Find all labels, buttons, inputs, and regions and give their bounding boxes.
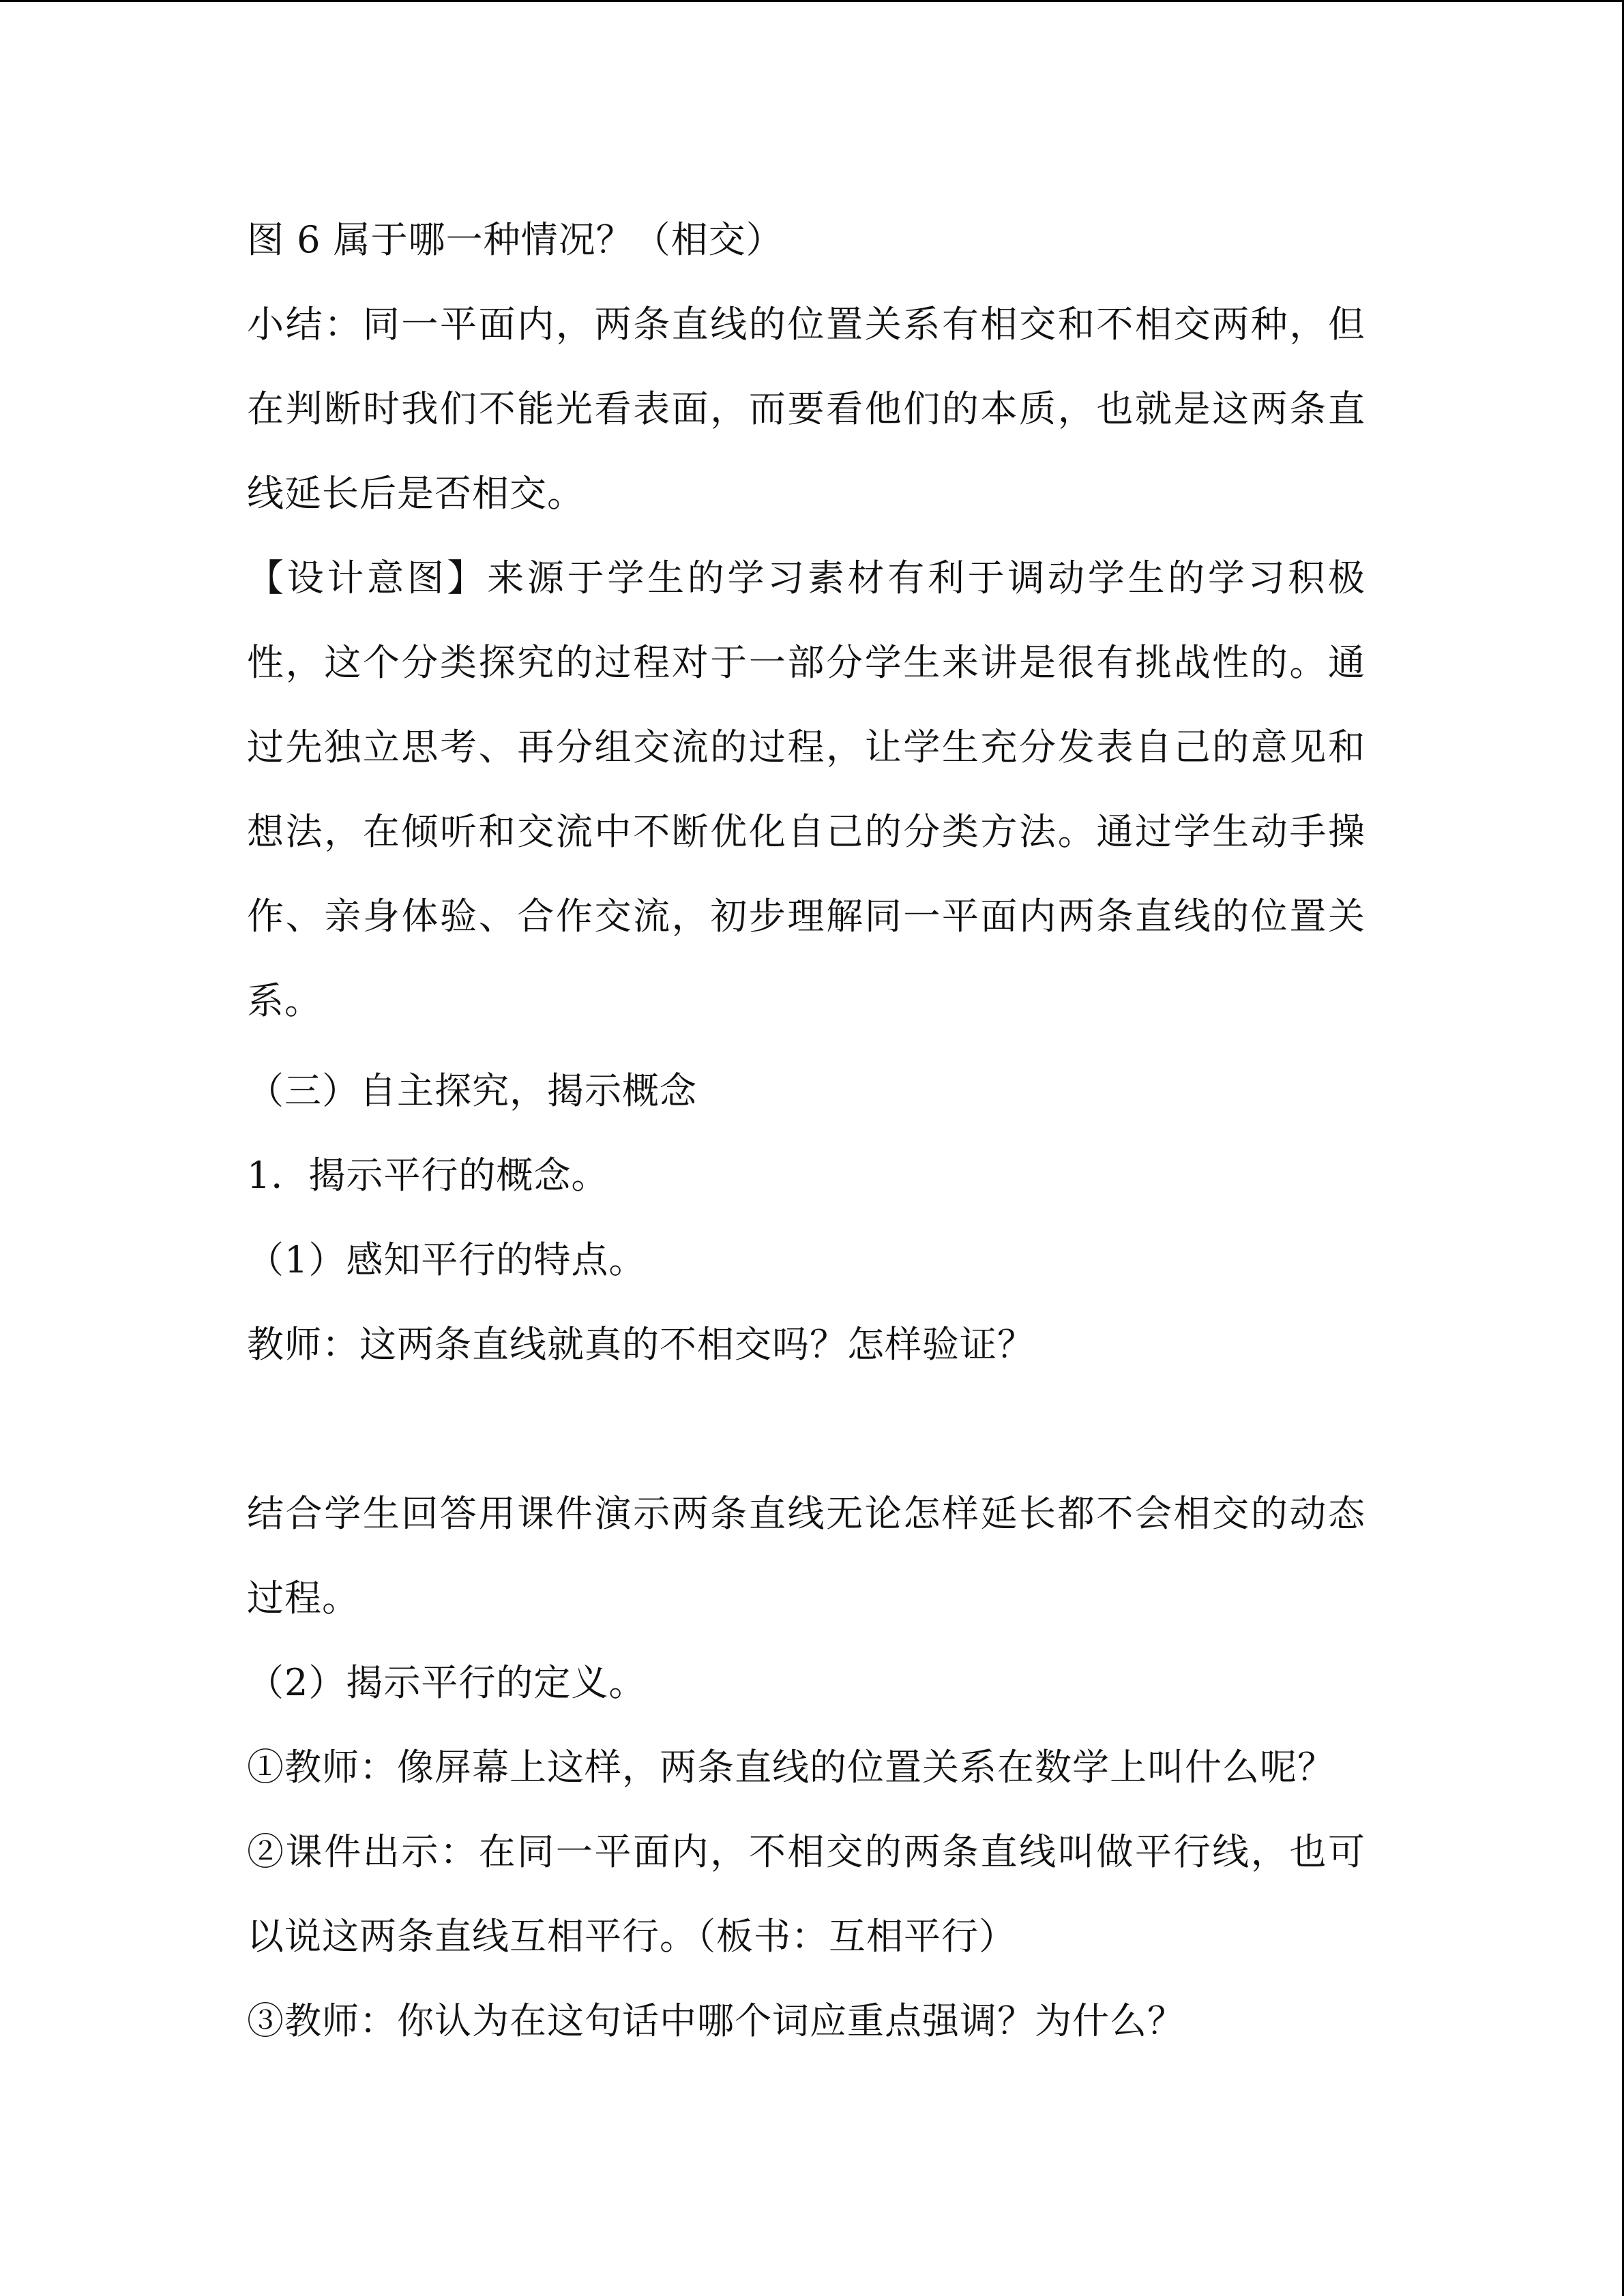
paragraph-figure-question: 图 6 属于哪一种情况？（相交） xyxy=(247,218,784,261)
paragraph-step-3: ③教师：你认为在这句话中哪个词应重点强调？为什么？ xyxy=(247,1999,1185,2042)
subheading-parallel-definition: （2）揭示平行的定义。 xyxy=(247,1661,647,1704)
paragraph-design-intent: 【设计意图】来源于学生的学习素材有利于调动学生的学习积极性，这个分类探究的过程对于一部分学生来讲是很有挑战性的。通过先独立思考、再分组交流的过程，让学生充分发表自己的意见和想法，在倾听和交流中不断优化自己的分类方法。通过学生动手操作、亲身体验、合作交流，初步理解同一平面内两条直线的位置关系。 xyxy=(247,556,1365,1022)
subheading-perceive-parallel: （1）感知平行的特点。 xyxy=(247,1238,647,1281)
section-heading-3: （三）自主探究，揭示概念 xyxy=(247,1069,697,1112)
paragraph-teacher-question: 教师：这两条直线就真的不相交吗？怎样验证？ xyxy=(247,1323,1035,1366)
paragraph-courseware-demo: 结合学生回答用课件演示两条直线无论怎样延长都不会相交的动态过程。 xyxy=(247,1492,1365,1620)
paragraph-step-2: ②课件出示：在同一平面内，不相交的两条直线叫做平行线，也可以说这两条直线互相平行。（板书：互相平行） xyxy=(247,1830,1365,1958)
page-top-border xyxy=(0,0,1624,2)
paragraph-summary: 小结：同一平面内，两条直线的位置关系有相交和不相交两种，但在判断时我们不能光看表面，而要看他们的本质，也就是这两条直线延长后是否相交。 xyxy=(247,303,1365,515)
subheading-reveal-parallel: 1．揭示平行的概念。 xyxy=(247,1154,609,1197)
paragraph-step-1: ①教师：像屏幕上这样，两条直线的位置关系在数学上叫什么呢？ xyxy=(247,1746,1335,1789)
